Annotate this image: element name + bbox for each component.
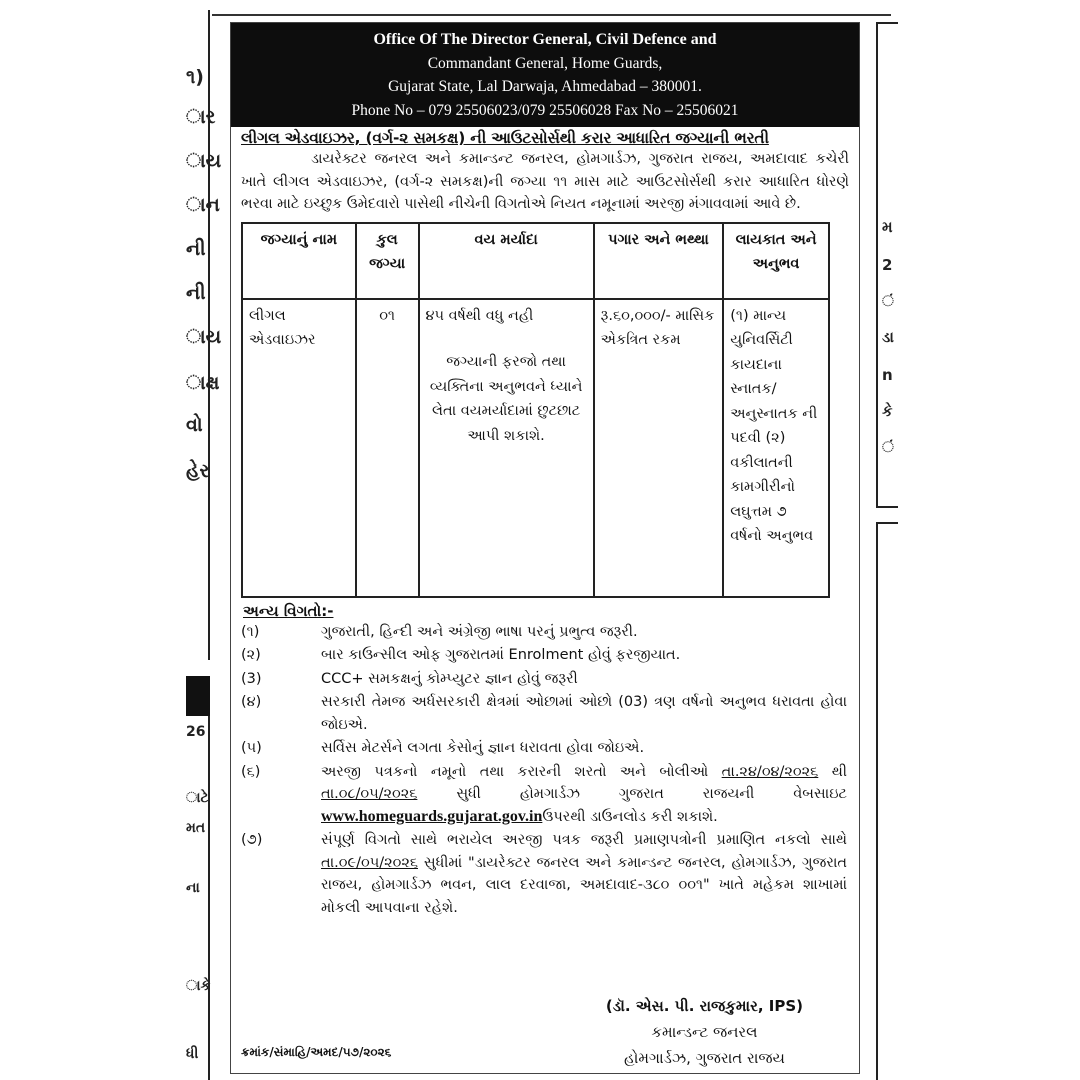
item-number: (૫) [241,740,262,756]
left-fragment: ાય [186,150,222,172]
left-fragment: ની [186,282,206,304]
column-header-bar [186,676,210,716]
right-newspaper-column [870,0,1080,1080]
item-number: (3) [241,670,262,687]
left-newspaper-column [0,0,222,1080]
header-line: Office Of The Director General, Civil Defence and [373,31,717,48]
item-number: (૧) [241,623,260,640]
header-contact: Phone No – 079 25506023/079 25506028 Fax No – 25506021 [351,101,739,119]
left-fragment: ૧) [186,66,204,88]
age-limit: ૪૫ વર્ષથી વધુ નહી [425,307,534,324]
list-item [241,761,847,829]
left-fragment: હેર [186,460,210,482]
left-fragment: ના [186,880,200,896]
list-item [241,691,847,736]
table-header: કુલ જગ્યા [356,223,419,299]
website-link[interactable]: www.homeguards.gujarat.gov.in [321,807,543,825]
item-text-part: સુધીમાં "ડાયરેક્ટર જનરલ અને કમાન્ડન્ટ જનરલ, હોમગાર્ડઝ, ગુજરાત રાજય, હોમગાર્ડઝ ભવન, લાલ દરવાજા, અમદાવાદ-૩૮૦ ૦૦૧" ખાતે મહેકમ શાખામાં મોકલી આપવાના રહેશે. [321,854,847,916]
age-relaxation-note: જગ્યાની ફરજો તથા વ્યક્તિના અનુભવને ધ્યાને લેતા વયમર્યાદામાં છુટછાટ આપી શકાશે. [429,354,583,444]
left-fragment: વો [186,414,203,436]
item-text-part: સુધી હોમગાર્ડઝ ગુજરાત રાજયની વેબસાઇટ [456,786,847,802]
list-item [241,644,847,667]
header-line: Gujarat State, Lal Darwaja, Ahmedabad – 380001. [388,78,702,95]
other-details-heading: અન્ય વિગતો:- [243,601,334,620]
table-row [242,299,829,597]
item-text: બાર કાઉન્સીલ ઓફ ગુજરાતમાં Enrolment હોવું ફરજીયાત. [321,647,681,663]
item-text [321,761,847,829]
left-fragment: ાટે [186,790,209,806]
other-details-list [231,621,859,920]
left-fragment: મત [186,820,206,836]
left-fragment: ાન [186,194,220,216]
right-fragment: કે [882,402,893,420]
right-fragment: n [882,366,893,384]
column-box [876,522,898,1080]
page-top-rule [186,14,891,16]
list-item [241,621,847,644]
item-text: CCC+ સમકક્ષનું કોમ્પ્યુટર જ્ઞાન હોવું જરૂરી [321,670,578,687]
item-text: ગુજરાતી, હિન્દી અને અંગ્રેજી ભાષા પરનું પ્રભુત્વ જરૂરી. [321,623,638,640]
item-number: (૨) [241,647,261,663]
right-fragment: મ [882,218,893,236]
signatory-designation: કમાન્ડન્ટ જનરલ [651,1023,758,1041]
intro-paragraph: ડાયરેક્ટર જનરલ અને કમાન્ડન્ટ જનરલ, હોમગાર્ડઝ, ગુજરાત રાજય, અમદાવાદ કચેરી ખાતે લીગલ એડવાઇઝર, (વર્ગ-૨ સમકક્ષ)ની જગ્યા ૧૧ માસ માટે આઉટસોર્સથી કરાર આધારિત ધોરણે ભરવા માટે ઇચ્છુક ઉમેદવારો પાસેથી નીચેની વિગતોએ નિયત નમૂનામાં અરજી મંગાવવામાં આવે છે. [241,150,849,212]
office-header-banner [231,23,859,127]
item-text [321,829,847,919]
end-date: તા.૦૮/૦૫/૨૦૨૬ [321,786,418,802]
start-date: તા.૨૪/૦૪/૨૦૨૬ [721,763,819,780]
table-header: પગાર અને ભથ્થા [594,223,724,299]
left-fragment: ાકે [186,978,211,994]
notice-title: લીગલ એડવાઇઝર, (વર્ગ-૨ સમકક્ષ) ની આઉટસોર્સથી કરાર આધારિત જગ્યાની ભરતી [241,129,769,147]
signatory-name: (ડૉ. એસ. પી. રાજકુમાર, IPS) [605,997,803,1015]
table-header: વય મર્યાદા [419,223,594,299]
right-fragment: ડા [882,328,894,346]
recruitment-notice [230,22,860,1074]
table-header: જગ્યાનું નામ [242,223,356,299]
age-limit-cell [419,299,594,597]
left-fragment: ાય [186,326,222,348]
table-header-row [242,223,829,299]
post-count-cell: ૦૧ [356,299,419,597]
list-item [241,668,847,691]
list-item [241,737,847,760]
qualification-cell: (૧) માન્ય યુનિવર્સિટી કાયદાના સ્નાતક/ અનુસ્નાતક ની પદવી (૨) વકીલાતની કામગીરીનો લઘુત્તમ ૭ વર્ષનો અનુભવ [723,299,829,597]
item-text-part: સંપૂર્ણ વિગતો સાથે ભરાયેલ અરજી પત્રક જરૂરી પ્રમાણપત્રોની પ્રમાણિત નકલો સાથે [321,832,847,848]
post-name-cell: લીગલ એડવાઇઝર [242,299,356,597]
signature-block [606,993,803,1071]
left-fragment: ની [186,238,206,260]
item-text-part: અરજી પત્રકનો નમૂનો તથા કરારની શરતો અને બોલીઓ [321,763,709,780]
reference-number: ક્રમાંક/સંમાહિ/અમદ/૫૭/૨૦૨૬ [241,1045,392,1059]
submission-date: તા.૦૯/૦૫/૨૦૨૬ [321,854,418,871]
column-divider [208,676,210,1080]
salary-cell: રૂ.૬૦,૦૦૦/- માસિક એકત્રિત રકમ [594,299,724,597]
item-text-part: ઉપરથી ડાઉનલોડ કરી શકાશે. [542,808,718,825]
item-text: સર્વિસ મેટર્સને લગતા કેસોનું જ્ઞાન ધરાવતા હોવા જોઇએ. [321,740,645,756]
left-fragment: ાક્ષ [186,372,220,394]
right-fragment: ં [882,438,894,456]
item-number: (૭) [241,832,263,848]
list-item [241,829,847,919]
item-text-part: થી [831,763,847,780]
item-number: (૪) [241,694,262,710]
left-fragment: 26 [186,724,206,740]
left-fragment: ધી [186,1046,199,1062]
item-number: (૬) [241,763,261,780]
right-fragment: ં [882,292,894,310]
header-line: Commandant General, Home Guards, [427,54,663,72]
table-header: લાયકાત અને અનુભવ [723,223,829,299]
signatory-org: હોમગાર્ડઝ, ગુજરાત રાજય [623,1049,785,1067]
left-fragment: ાર [186,106,216,128]
item-text: સરકારી તેમજ અર્ધસરકારી ક્ષેત્રમાં ઓછામાં ઓછો (03) ત્રણ વર્ષનો અનુભવ ધરાવતા હોવા જોઇએ. [321,694,847,733]
right-fragment: 2 [882,256,893,274]
vacancy-table [241,222,830,598]
